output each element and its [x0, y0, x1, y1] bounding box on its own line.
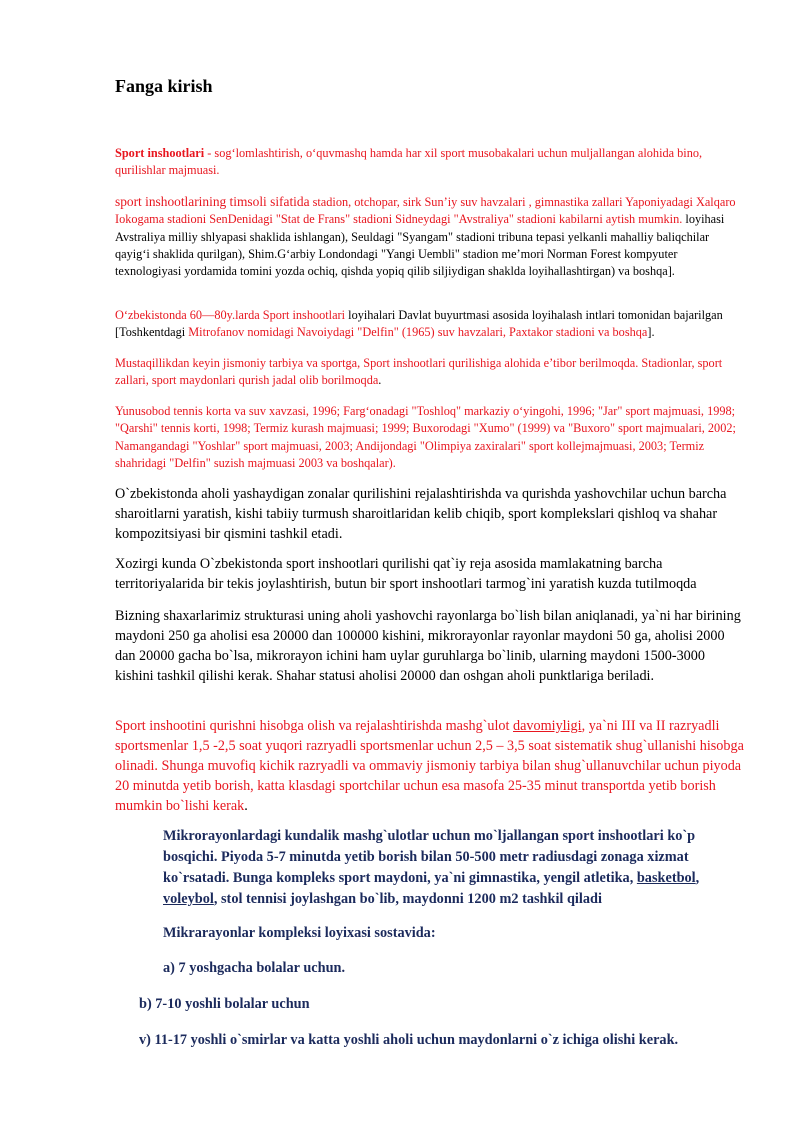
page-title: Fanga kirish	[115, 76, 213, 96]
microdistrict-text-a: Mikrorayonlardagi kundalik mashg`ulotlar uchun mo`ljallangan sport inshootlari ko`p bosqichi. Piyoda 5-7 minutda yetib borish bilan 50-500 metr radiusdagi zonaga xizmat ko`rsatadi. Bunga kompleks sport maydoni, ya`ni gimnastika, yengil atletika,	[163, 828, 696, 886]
paragraph-soviet-period	[115, 307, 745, 342]
link-davomiyligi[interactable]: davomiyligi	[513, 718, 582, 734]
microdistrict-sep: ,	[695, 870, 700, 886]
list-item-a: a) 7 yoshgacha bolalar uchun.	[163, 960, 346, 976]
training-text-a: Sport inshootini qurishni hisobga olish va rejalashtirishda mashg`ulot	[115, 718, 514, 734]
soviet-red-1: Oʻzbekistonda 60—80y.larda Sport inshootlari	[115, 308, 346, 322]
list-item-v: v) 11-17 yoshli o`smirlar va katta yoshli aholi uchun maydonlarni o`z ichiga olishi kerak.	[139, 1032, 679, 1048]
paragraph-complex-heading: Mikrarayonlar kompleksi loyixasi sostavida:	[163, 925, 436, 941]
paragraph-zones: O`zbekistonda aholi yashaydigan zonalar qurilishini rejalashtirishda va qurishda yashovchilar uchun barcha sharoitlarni yaratish, kishi tabiiy turmush sharoitlaridan kelib chiqib, sport komplekslari qishloq va shahar kompozitsiyasi bir qismini tashkil etadi.	[115, 486, 727, 542]
term-sport-inshootlari: Sport inshootlari	[115, 146, 205, 160]
paragraph-independence	[115, 355, 745, 390]
independence-red: Mustaqillikdan keyin jismoniy tarbiya va sportga, Sport inshootlari qurilishiga alohida e’tibor berilmoqda. Stadionlar, sport zallari, sport maydonlari qurish jadal olib borilmoqda	[115, 356, 723, 388]
link-voleybol[interactable]: voleybol	[163, 891, 214, 907]
training-end: .	[244, 798, 248, 814]
soviet-black-1: loyihalari Davlat buyurtmasi asosida loyihalash intlari tomonidan bajarilgan [Toshkentdagi	[115, 308, 723, 340]
paragraph-definition	[115, 145, 745, 180]
microdistrict-text-b: , stol tennisi joylashgan bo`lib, maydonni 1200 m2 tashkil qiladi	[213, 891, 602, 907]
list-item-b: b) 7-10 yoshli bolalar uchun	[139, 996, 310, 1012]
definition-text: - sogʻlomlashtirish, oʻquvmashq hamda har xil sport musobakalari uchun muljallangan alohida bino, qurilishlar majmuasi.	[115, 146, 703, 178]
soviet-red-2: Mitrofanov nomidagi Navoiydagi "Delfin" (1965) suv havzalari, Paxtakor stadioni va boshqa	[188, 325, 648, 340]
examples-lead: sport inshootlarining timsoli sifatida	[115, 194, 310, 209]
training-text-b: , ya`ni III va II razryadli sportsmenlar 1,5 -2,5 soat yuqori razryadli sportsmenlar uchun 2,5 – 3,5 soat sistematik shug`ullanishi hisobga olinadi. Shunga muvofiq kichik razryadli va ommaviy jismoniy tarbiya bilan shug`ullanuvchilar uchun piyoda 20 minutda yetib borish, katta klasdagi sportchilar uchun esa masofa 25-35 minut transportda yetib borish mumkin bo`lishi kerak	[115, 718, 744, 814]
paragraph-microdistrict	[163, 826, 753, 910]
examples-black-text: loyihasi Avstraliya milliy shlyapasi shaklida ishlangan), Seuldagi "Syangam" stadioni tribuna tepasi yelkanli mahalliy baliqchilar qayigʻi shaklida qurilgan), Shim.Gʻarbiy Londondagi "Yangi Uembli" stadion me’mori Norman Forest kompyuter texnologiyasi yordamida tomini yozda ochiq, qishda yopiq qilib siljiydigan shaklda loyihallashtirgan) va boshqa].	[115, 212, 725, 279]
paragraph-facilities-list: Yunusobod tennis korta va suv xavzasi, 1996; Fargʻonadagi "Toshloq" markaziy oʻyingohi, 1996; "Jar" sport majmuasi, 1998; "Qarshi" tennis korti, 1998; Termiz kurash majmuasi; 1999; Buxorodagi "Xumo" (1999) va "Buxoro" sport majmualari, 2002; Namangandagi "Yoshlar" sport majmuasi, 2003; Andijondagi "Olimpiya zaxiralari" sport kollejmajmuasi, 2003; Termiz shahridagi "Delfin" suzish majmuasi 2003 va boshqalar).	[115, 404, 736, 470]
paragraph-training	[115, 716, 745, 816]
paragraph-current: Xozirgi kunda O`zbekistonda sport inshootlari qurilishi qat`iy reja asosida mamlakatning barcha territoriyalarida bir tekis joylashtirish, butun bir sport inshootlari tarmog`ini yaratish kuzda tutilmoqda	[115, 556, 697, 592]
soviet-black-2: ].	[647, 325, 655, 340]
link-basketbol[interactable]: basketbol	[636, 870, 696, 886]
examples-red-text: stadion, otchopar, sirk Sun’iy suv havzalari , gimnastika zallari Yaponiyadagi Xalqaro Iokogama stadioni SenDenidagi "Stat de Frans" stadioni Sidneydagi "Avstraliya" stadioni kabilarni aytish mumkin.	[115, 195, 736, 227]
paragraph-city-structure: Bizning shaxarlarimiz strukturasi uning aholi yashovchi rayonlarga bo`lish bilan aniqlanadi, ya`ni har birining maydoni 250 ga aholisi esa 20000 dan 100000 kishini, mikrorayonlar rayonlar maydoni 50 ga, aholisi 2000 dan 20000 gacha bo`lsa, mikrorayon ichini ham uylar guruhlarga bo`linib, ularning maydoni 1500-3000 kishini tashkil qilishi kerak. Shahar statusi aholisi 20000 dan oshgan aholi punktlariga beriladi.	[115, 608, 741, 684]
independence-black: .	[378, 373, 382, 388]
paragraph-examples	[115, 193, 745, 280]
